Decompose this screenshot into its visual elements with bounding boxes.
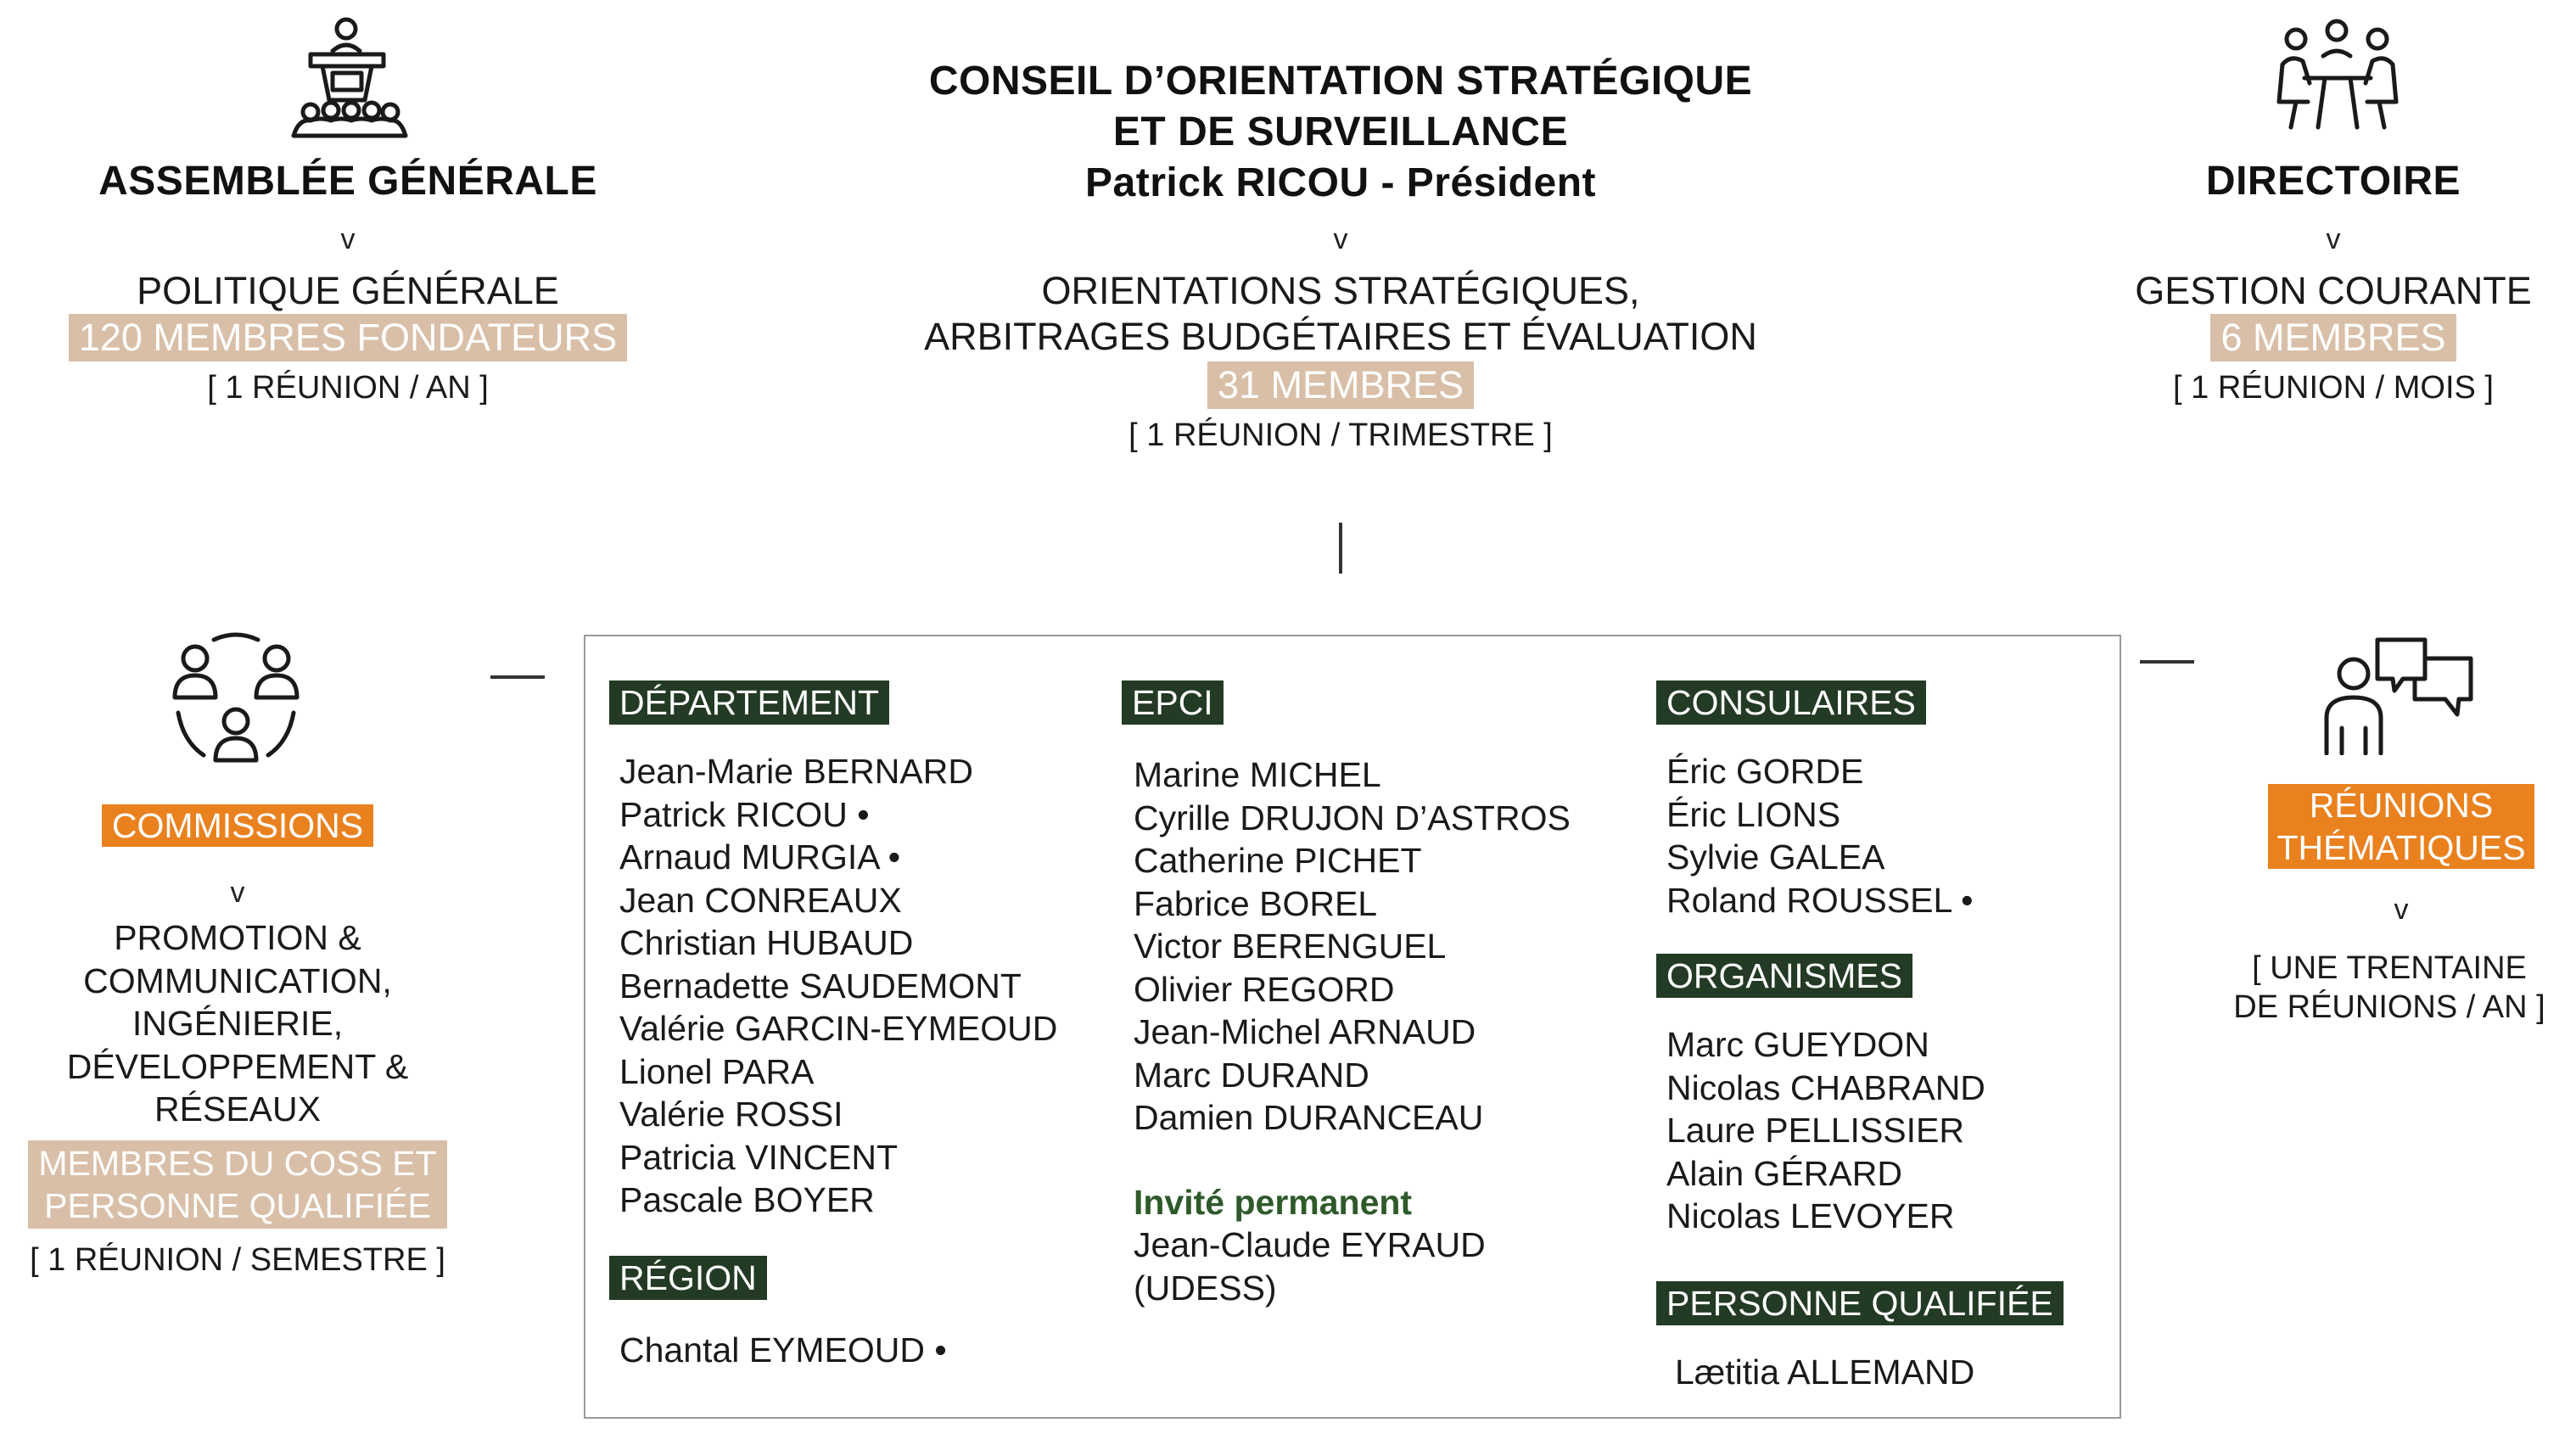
reunions-icon-wrap — [2321, 635, 2478, 755]
reunions-chevron: v — [2394, 893, 2409, 926]
list-qualifiee — [1675, 1351, 1974, 1394]
list-item: Marine MICHEL — [1134, 755, 1381, 794]
list-item: Jean-Claude EYRAUD — [1134, 1225, 1486, 1264]
commissions-desc-line: COMMUNICATION, — [83, 961, 392, 1000]
group-region — [609, 1256, 767, 1300]
commissions-chevron: v — [230, 877, 245, 909]
group-epci — [1122, 680, 1224, 725]
assemblee-chevron: v — [340, 223, 356, 255]
group-consulaires — [1656, 680, 1926, 725]
list-item: Éric GORDE — [1666, 752, 1864, 791]
conseil-title-line1: CONSEIL D’ORIENTATION STRATÉGIQUE — [928, 59, 1753, 104]
directoire-icon-wrap — [2274, 17, 2401, 136]
commissions-connector — [490, 675, 545, 679]
conseil-title-line2: ET DE SURVEILLANCE — [1112, 109, 1569, 154]
list-invite — [1134, 1224, 1486, 1309]
reunions-connector — [2140, 660, 2194, 664]
list-item: Chantal EYMEOUD • — [619, 1330, 947, 1369]
list-item: Jean-Marie BERNARD — [619, 752, 973, 791]
commissions-frequency: [ 1 RÉUNION / SEMESTRE ] — [30, 1242, 445, 1278]
list-item: Jean-Michel ARNAUD — [1134, 1012, 1476, 1051]
commissions-desc-line: DÉVELOPPEMENT & — [66, 1046, 409, 1086]
assemblee-title: ASSEMBLÉE GÉNÉRALE — [98, 159, 597, 204]
list-region — [619, 1329, 947, 1372]
list-item: Éric LIONS — [1666, 794, 1841, 834]
group-label-organismes: ORGANISMES — [1656, 954, 1912, 998]
group-qualifiee — [1656, 1281, 2064, 1325]
conseil-connector — [1339, 523, 1342, 574]
group-label-departement: DÉPARTEMENT — [609, 680, 889, 725]
list-item: Cyrille DRUJON D’ASTROS — [1134, 798, 1571, 837]
list-item: Bernadette SAUDEMONT — [619, 966, 1022, 1005]
meeting-table-icon — [2274, 17, 2401, 136]
reunions-frequency — [2203, 949, 2576, 1027]
list-item: Olivier REGORD — [1134, 969, 1395, 1009]
list-item: Damien DURANCEAU — [1134, 1098, 1484, 1137]
reunions-label-line1: RÉUNIONS — [2309, 786, 2494, 825]
commissions-desc — [17, 916, 458, 1131]
list-item: Victor BERENGUEL — [1134, 927, 1447, 966]
conseil-members-wrap — [815, 361, 1867, 409]
list-consulaires — [1666, 750, 1974, 921]
group-label-consulaires: CONSULAIRES — [1656, 680, 1926, 725]
conseil-chevron: v — [1333, 223, 1348, 255]
conseil-role-line2: ARBITRAGES BUDGÉTAIRES ET ÉVALUATION — [924, 315, 1757, 358]
commissions-members-wrap — [17, 1140, 458, 1229]
conseil-president: Patrick RICOU - Président — [1085, 160, 1596, 205]
group-label-qualifiee: PERSONNE QUALIFIÉE — [1656, 1281, 2064, 1325]
reunions-label-wrap — [2206, 784, 2576, 869]
list-item: Christian HUBAUD — [619, 923, 914, 962]
conseil-role-line1: ORIENTATIONS STRATÉGIQUES, — [1041, 269, 1640, 312]
list-item: Pascale BOYER — [619, 1180, 875, 1219]
directoire-frequency: [ 1 RÉUNION / MOIS ] — [2173, 370, 2494, 406]
conseil-members-badge: 31 MEMBRES — [1207, 361, 1474, 409]
list-item: Laure PELLISSIER — [1666, 1111, 1964, 1150]
commissions-members-line1: MEMBRES DU COSS ET — [38, 1144, 437, 1183]
commissions-desc-line: RÉSEAUX — [154, 1089, 321, 1129]
directoire-members-wrap — [2079, 314, 2576, 361]
list-item: Roland ROUSSEL • — [1666, 880, 1974, 920]
group-label-region: RÉGION — [609, 1256, 767, 1300]
list-item: Marc GUEYDON — [1666, 1025, 1929, 1064]
list-item: Alain GÉRARD — [1666, 1153, 1902, 1193]
commissions-desc-line: PROMOTION & — [114, 918, 361, 957]
list-item: Lionel PARA — [619, 1051, 815, 1091]
directoire-title: DIRECTOIRE — [2205, 159, 2461, 204]
reunions-frequency-line2: DE RÉUNIONS / AN ] — [2233, 989, 2545, 1025]
list-item: Patrick RICOU • — [619, 794, 870, 834]
assemblee-members-wrap — [51, 314, 645, 361]
assemblee-icon-wrap — [287, 17, 409, 141]
directoire-role: GESTION COURANTE — [2135, 269, 2532, 312]
list-item: Nicolas LEVOYER — [1666, 1196, 1955, 1235]
commissions-icon-wrap — [166, 631, 305, 770]
podium-assembly-icon — [287, 17, 409, 141]
list-item: Valérie ROSSI — [619, 1095, 843, 1134]
conseil-frequency: [ 1 RÉUNION / TRIMESTRE ] — [1128, 417, 1553, 453]
group-label-epci: EPCI — [1122, 680, 1224, 725]
reunions-frequency-line1: [ UNE TRENTAINE — [2252, 950, 2527, 986]
group-departement — [609, 680, 889, 725]
list-item: Arnaud MURGIA • — [619, 837, 901, 877]
assemblee-role: POLITIQUE GÉNÉRALE — [137, 269, 559, 312]
list-organismes — [1666, 1023, 1985, 1238]
list-epci — [1134, 753, 1571, 1140]
list-item: Lætitia ALLEMAND — [1675, 1353, 1975, 1392]
people-circle-icon — [166, 631, 305, 770]
list-item: Patricia VINCENT — [619, 1137, 899, 1177]
list-item: (UDESS) — [1134, 1268, 1277, 1308]
group-organismes — [1656, 954, 1912, 998]
reunions-label-line2: THÉMATIQUES — [2276, 828, 2526, 867]
discussion-bubbles-icon — [2321, 635, 2478, 755]
list-item: Jean CONREAUX — [619, 880, 902, 920]
commissions-members-line2: PERSONNE QUALIFIÉE — [44, 1186, 431, 1225]
list-item: Fabrice BOREL — [1134, 883, 1378, 923]
invite-label: Invité permanent — [1134, 1183, 1413, 1222]
commissions-label-wrap — [17, 804, 458, 847]
directoire-members-badge: 6 MEMBRES — [2210, 314, 2456, 361]
list-item: Nicolas CHABRAND — [1666, 1067, 1985, 1107]
commissions-label: COMMISSIONS — [102, 804, 373, 847]
list-item: Marc DURAND — [1134, 1055, 1369, 1095]
list-item: Catherine PICHET — [1134, 841, 1422, 880]
list-item: Valérie GARCIN-EYMEOUD — [619, 1009, 1058, 1048]
list-item: Sylvie GALEA — [1666, 837, 1885, 877]
directoire-chevron: v — [2326, 223, 2341, 255]
assemblee-frequency: [ 1 RÉUNION / AN ] — [207, 370, 489, 406]
list-departement — [619, 750, 1057, 1222]
assemblee-members-badge: 120 MEMBRES FONDATEURS — [69, 314, 627, 361]
commissions-desc-line: INGÉNIERIE, — [132, 1004, 344, 1043]
